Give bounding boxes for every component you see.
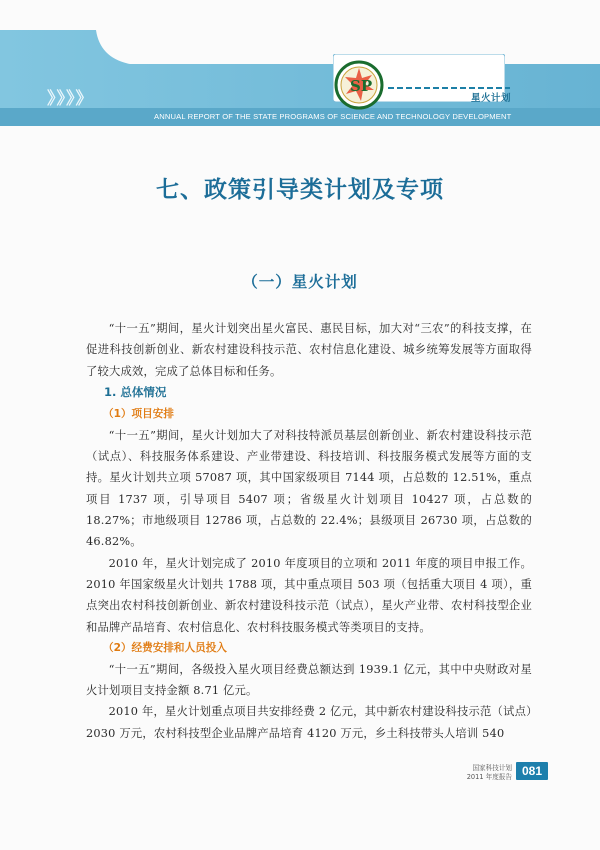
article-body xyxy=(86,318,532,744)
page-title: 七、政策引导类计划及专项 xyxy=(156,176,444,203)
section-heading-overview: 1. 总体情况 xyxy=(104,384,167,399)
section-tag-label: 星火计划 xyxy=(471,93,512,104)
section-subtitle: （一）星火计划 xyxy=(242,273,358,291)
funding-paragraph-2: 2010 年，星火计划重点项目共安排经费 2 亿元，其中新农村建设科技示范（试点）2030 万元，农村科技型企业品牌产品培育 4120 万元，乡土科技带头人培训 540 xyxy=(86,705,532,740)
dotted-divider xyxy=(388,87,510,89)
page-footer xyxy=(454,762,564,786)
footer-line-1: 国家科技计划 xyxy=(472,764,512,772)
spark-program-logo-icon xyxy=(334,60,384,110)
logo-lettering: SP xyxy=(350,77,373,95)
page-header xyxy=(0,0,600,128)
footer-line-2: 2011 年度报告 xyxy=(466,773,512,781)
subheading-funding-personnel: （2）经费安排和人员投入 xyxy=(103,641,227,654)
page-number: 081 xyxy=(516,762,548,780)
subheading-project-arrangement: （1）项目安排 xyxy=(103,407,174,420)
decorative-arrows-icon: 》》》》 xyxy=(47,89,94,109)
footer-report-name xyxy=(454,764,512,782)
project-arrangement-paragraph-1: “十一五”期间，星火计划加大了对科技特派员基层创新创业、新农村建设科技示范（试点）、科技服务体系建设、产业带建设、科技培训、科技服务模式发展等方面的支持。星火计划共立项 57087 项，其中国家级项目 7144 项，占总数的 12.51%，重点项目 1737 项，引导项目 5407 项；省级星火计划项目 10427 项，占总数的 18.27%；市地级项目 12786 项，占总数的 22.4%；县级项目 26730 项，占总数的 46.82%。 xyxy=(86,428,532,549)
funding-paragraph-1: “十一五”期间，各级投入星火项目经费总额达到 1939.1 亿元，其中中央财政对星火计划项目支持金额 8.71 亿元。 xyxy=(86,662,532,698)
intro-paragraph: “十一五”期间，星火计划突出星火富民、惠民目标，加大对“三农”的科技支撑，在促进科技创新创业、新农村建设科技示范、农村信息化建设、城乡统筹发展等方面取得了较大成效，完成了总体目标和任务。 xyxy=(86,322,532,378)
project-arrangement-paragraph-2: 2010 年，星火计划完成了 2010 年度项目的立项和 2011 年度的项目申报工作。2010 年国家级星火计划共 1788 项，其中重点项目 503 项（包括重大项目 4 项），重点突出农村科技创新创业、新农村建设科技示范（试点），星火产业带、农村科技型企业和品牌产品培育、农村信息化、农村科技服务模式等类项目的支持。 xyxy=(86,556,532,634)
annual-report-banner: ANNUAL REPORT OF THE STATE PROGRAMS OF SCIENCE AND TECHNOLOGY DEVELOPMENT xyxy=(154,112,512,121)
